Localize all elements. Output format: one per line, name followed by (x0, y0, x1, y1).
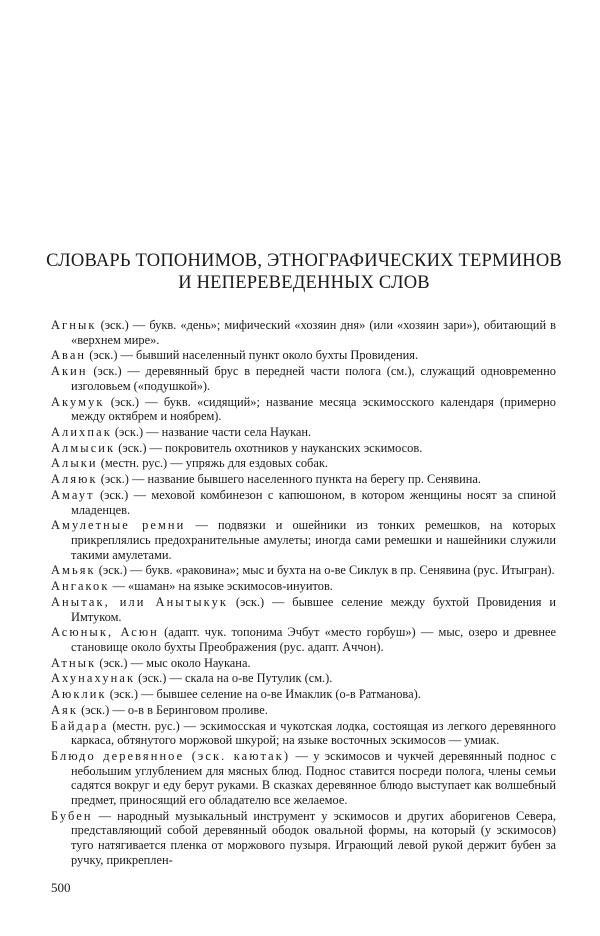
entry-term: Атнык (51, 655, 97, 670)
glossary-entry (51, 809, 556, 867)
glossary-entry (51, 563, 556, 578)
entry-term: Амаут (51, 488, 95, 503)
entry-text: (эск.) — бывшее селение между бухтой Провидения и Имтуком. (71, 594, 556, 624)
page-number: 500 (51, 880, 71, 895)
entry-term: Ангакок (51, 579, 110, 594)
entry-text: (эск.) — о-в в Беринговом проливе. (77, 703, 268, 718)
entry-text: — народный музыкальный инструмент у эскимосов и других аборигенов Севера, представляющий собой деревянный ободок овальной формы, на который (у эскимосов) туго натягивается пленка от моржового пузыря. Играющий левой рукой держит бубен за ручку, прикреплен- (71, 808, 556, 867)
glossary-entry (51, 456, 556, 471)
entry-text: (эск.) — букв. «раковина»; мыс и бухта на о-ве Сиклук в пр. Сенявина (рус. Итыгран). (95, 563, 555, 578)
entry-text: (эск.) — покровитель охотников у науканских эскимосов. (115, 440, 423, 455)
heading-line-2: И НЕПЕРЕВЕДЕННЫХ СЛОВ (178, 273, 430, 293)
glossary-entry (51, 518, 556, 562)
glossary-entry (51, 671, 556, 686)
glossary-entry (51, 595, 556, 624)
entry-text: (эск.) — название части села Наукан. (111, 424, 312, 439)
entry-text: (эск.) — мыс около Наукана. (96, 655, 251, 670)
glossary-entry (51, 364, 556, 393)
glossary-entry (51, 441, 556, 456)
glossary-entry (51, 488, 556, 517)
entry-term: Аван (51, 348, 87, 363)
entry-term: Бубен (51, 808, 93, 823)
entry-term: Анытак, или Анытыкук (51, 594, 229, 609)
entry-text: (эск.) — название бывшего населенного пункта на берегу пр. Сенявина. (97, 472, 482, 487)
entry-term: Ахунахунак (51, 671, 136, 686)
entry-term: Аяк (51, 703, 78, 718)
entry-text: (эск.) — бывший населенный пункт около бухты Провидения. (86, 348, 419, 363)
entry-text: — у эскимосов и чукчей деревянный поднос с небольшим углублением для мясных блюд. Поднос ставится посреди полога, члены семьи садятся вокруг и еду берут руками. В сказках деревянное блюдо выступает как волшебный предмет, приносящий его обладателю все желаемое. (71, 749, 556, 807)
entry-text: (эск.) — меховой комбинезон с капюшоном, в котором женщины носят за спиной младенцев. (71, 488, 556, 517)
glossary-entry (51, 425, 556, 440)
section-heading (40, 250, 568, 294)
glossary-entry (51, 395, 556, 424)
entry-text: (эск.) — бывшее селение на о-ве Имаклик (о-в Ратманова). (106, 687, 421, 702)
entry-text: — подвязки и ошейники из тонких ремешков, на которых прикреплялись предохранительные амулеты; иногда сами ремешки и нашейники служили такими амулетами. (71, 518, 556, 562)
glossary-entry (51, 579, 556, 594)
entry-term: Акумук (51, 394, 105, 409)
entry-text: (эск.) — букв. «сидящий»; название месяца эскимосского календаря (примерно между октябрем и ноябрем). (71, 394, 556, 424)
entry-term: Блюдо деревянное (эск. каютак) (51, 749, 291, 764)
glossary-entry (51, 749, 556, 807)
entry-term: Алихпак (51, 424, 112, 439)
entry-text: (эск.) — букв. «день»; мифический «хозяин дня» (или «хозяин зари»), обитающий в «верхнем мире». (71, 318, 556, 347)
entry-term: Акин (51, 364, 88, 379)
glossary-entry (51, 348, 556, 363)
entry-text: (местн. рус.) — упряжь для ездовых собак. (97, 456, 328, 471)
entry-term: Байдара (51, 718, 109, 733)
entry-text: — «шаман» на языке эскимосов-инуитов. (109, 579, 333, 594)
glossary-entry (51, 656, 556, 671)
entry-term: Агнык (51, 318, 97, 332)
glossary-entry (51, 472, 556, 487)
entry-text: (адапт. чук. топонима Эчбут «место горбуш») — мыс, озеро и древнее становище около бухты Преображения (рус. адапт. Аччон). (71, 625, 556, 654)
glossary-list (51, 318, 556, 868)
entry-text: (эск.) — скала на о-ве Путулик (см.). (135, 671, 333, 686)
glossary-entry (51, 703, 556, 718)
entry-term: Амьяк (51, 563, 96, 578)
glossary-entry (51, 687, 556, 702)
entry-term: Асюнык, Асюн (51, 625, 159, 640)
entry-text: (местн. рус.) — эскимосская и чукотская лодка, состоящая из легкого деревянного каркаса, обтянутого моржовой шкурой; на языке восточных эскимосов — умиак. (71, 718, 556, 748)
entry-term: Алмысик (51, 440, 116, 455)
entry-term: Алыки (51, 456, 98, 471)
heading-line-1: СЛОВАРЬ ТОПОНИМОВ, ЭТНОГРАФИЧЕСКИХ ТЕРМИНОВ (46, 251, 562, 271)
glossary-entry (51, 719, 556, 748)
glossary-entry (51, 625, 556, 654)
glossary-entry (51, 318, 556, 347)
entry-term: Аляюк (51, 472, 98, 487)
entry-text: (эск.) — деревянный брус в передней части полога (см.), служащий одновременно изголовьем («подушкой»). (71, 364, 556, 393)
entry-term: Аюклик (51, 687, 107, 702)
entry-term: Амулетные ремни (51, 518, 186, 533)
